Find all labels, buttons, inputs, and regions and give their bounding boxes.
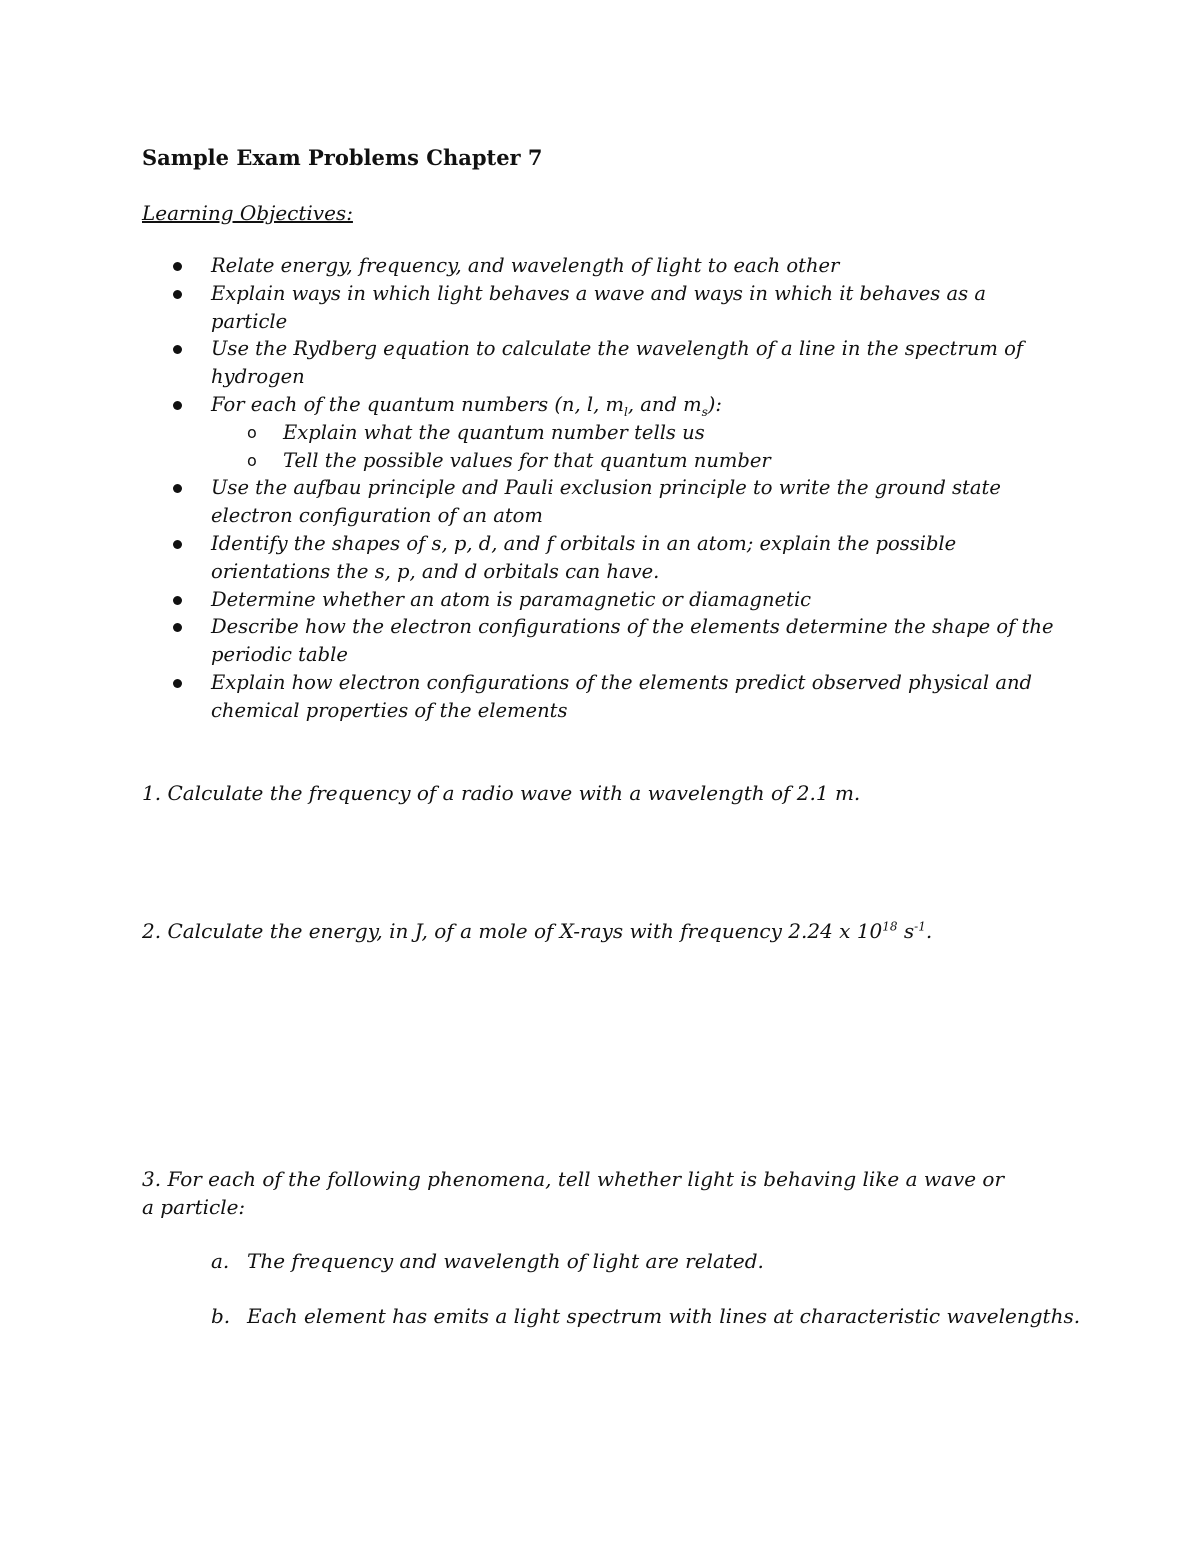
learning-objectives-heading: Learning Objectives: — [142, 201, 353, 225]
bullet-icon — [173, 290, 182, 299]
objective-text: Explain ways in which light behaves a wave and ways in which it behaves as a particle — [211, 281, 986, 333]
objective-item — [0, 586, 1061, 614]
hollow-circle-bullet-icon: o — [247, 422, 257, 442]
part-letter: b. — [211, 1304, 231, 1328]
objective-item — [0, 613, 1061, 669]
question-3-part-a — [211, 1248, 764, 1276]
objective-item — [0, 335, 1061, 391]
sub-objective-item — [0, 447, 1061, 475]
objective-text: Use the aufbau principle and Pauli exclusion principle to write the ground state electron configuration of an atom — [211, 476, 1001, 528]
objective-text: Explain how electron configurations of the elements predict observed physical and chemical properties of the elements — [211, 670, 1032, 722]
objective-item — [0, 474, 1061, 530]
sub-objective-item — [0, 419, 1061, 447]
objective-item — [0, 252, 1061, 280]
question-3: 3. For each of the following phenomena, tell whether light is behaving like a wave or a particle: — [142, 1167, 1005, 1219]
part-text: The frequency and wavelength of light are related. — [247, 1249, 764, 1273]
objective-item — [0, 669, 1061, 725]
objective-text: For each of the quantum numbers (n, l, $m_l$, and $m_s$): — [211, 392, 722, 419]
objective-text: Use the Rydberg equation to calculate the wavelength of a line in the spectrum of hydrogen — [211, 337, 1024, 389]
quantum-sub-list — [211, 419, 1061, 475]
bullet-icon — [173, 262, 182, 271]
sub-objective-text: Explain what the quantum number tells us — [283, 420, 705, 444]
bullet-icon — [173, 540, 182, 549]
objective-text: Relate energy, frequency, and wavelength of light to each other — [211, 254, 840, 277]
question-1: 1. Calculate the frequency of a radio wave with a wavelength of 2.1 m. — [142, 781, 861, 805]
question-2: 2. Calculate the energy, in J, of a mole of X-rays with frequency 2.24 x $10^{18}$ $s^{-1}$. — [142, 919, 933, 943]
objective-text: Describe how the electron configurations of the elements determine the shape of the periodic table — [211, 615, 1054, 667]
bullet-icon — [173, 623, 182, 632]
bullet-icon — [173, 401, 182, 410]
objective-item — [0, 280, 1061, 336]
part-text: Each element has emits a light spectrum with lines at characteristic wavelengths. — [247, 1304, 1081, 1328]
objective-text: Determine whether an atom is paramagnetic or diamagnetic — [211, 587, 812, 611]
bullet-icon — [173, 345, 182, 354]
objective-item — [0, 530, 1061, 586]
bullet-icon — [173, 679, 182, 688]
objective-item-quantum-numbers — [0, 391, 1061, 474]
part-letter: a. — [211, 1249, 230, 1273]
document-title: Sample Exam Problems Chapter 7 — [142, 145, 543, 170]
learning-objectives-list — [0, 252, 1200, 725]
hollow-circle-bullet-icon: o — [247, 450, 257, 470]
bullet-icon — [173, 596, 182, 605]
question-3-part-b — [211, 1303, 1080, 1331]
bullet-icon — [173, 484, 182, 493]
objective-text: Identify the shapes of s, p, d, and f orbitals in an atom; explain the possible orientations the s, p, and d orbitals can have. — [211, 531, 957, 583]
sub-objective-text: Tell the possible values for that quantum number — [283, 448, 771, 472]
